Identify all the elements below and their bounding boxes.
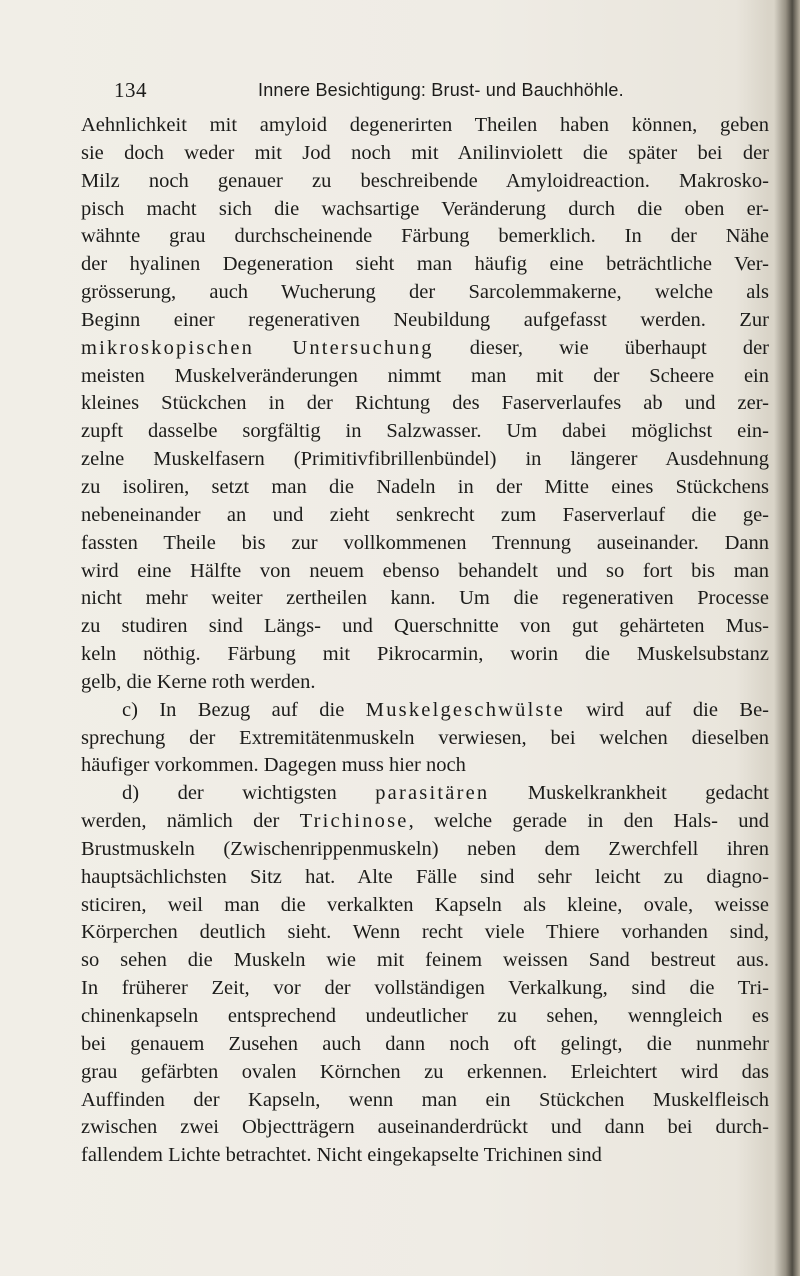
emphasized-term: parasitären (375, 782, 490, 805)
text-line (81, 697, 769, 725)
emphasized-term: Trichinose (299, 810, 409, 833)
text-segment: wird auf die Be- (564, 698, 769, 721)
page-number: 134 (114, 78, 147, 102)
text-line: chinenkapseln entsprechend undeutlicher zu sehen, wenngleich es (81, 1005, 769, 1027)
page-header (114, 78, 674, 108)
emphasized-term: Muskelgeschwülste (365, 698, 565, 721)
text-line: der hyalinen Degeneration sieht man häufig eine beträchtliche Ver- (81, 253, 769, 276)
text-line: zelne Muskelfasern (Primitivfibrillenbündel) in längerer Ausdehnung (81, 448, 769, 471)
text-line: kleines Stückchen in der Richtung des Faserverlaufes ab und zer- (81, 392, 769, 415)
page-edge-shadow (774, 0, 800, 1276)
text-line: sie doch weder mit Jod noch mit Anilinviolett die später bei der (81, 141, 769, 164)
text-line: Aehnlichkeit mit amyloid degenerirten Theilen haben können, geben (81, 114, 769, 136)
text-line: wird eine Hälfte von neuem ebenso behandelt und so fort bis man (81, 559, 769, 582)
text-line: Milz noch genauer zu beschreibende Amyloidreaction. Makrosko- (81, 169, 769, 192)
text-line: Brustmuskeln (Zwischenrippenmuskeln) neben dem Zwerchfell ihren (81, 837, 769, 860)
text-line: meisten Muskelveränderungen nimmt man mit der Scheere ein (81, 364, 769, 387)
text-line (81, 335, 769, 363)
text-line: gelb, die Kerne roth werden. (81, 670, 316, 693)
text-line: Auffinden der Kapseln, wenn man ein Stückchen Muskelfleisch (81, 1088, 769, 1111)
text-segment: dieser, wie überhaupt der (433, 336, 769, 359)
running-head: Innere Besichtigung: Brust- und Bauchhöhle. (258, 80, 624, 100)
text-line: Körperchen deutlich sieht. Wenn recht viele Thiere vorhanden sind, (81, 921, 769, 944)
text-line: nicht mehr weiter zertheilen kann. Um die regenerativen Processe (81, 587, 769, 610)
text-line: pisch macht sich die wachsartige Veränderung durch die oben er- (81, 197, 769, 220)
text-line: hauptsächlichsten Sitz hat. Alte Fälle sind sehr leicht zu diagno- (81, 865, 769, 888)
text-line: grau gefärbten ovalen Körnchen zu erkennen. Erleichtert wird das (81, 1060, 769, 1083)
text-line: Beginn einer regenerativen Neubildung aufgefasst werden. Zur (81, 308, 769, 331)
text-segment: , welche gerade in den Hals- und (408, 810, 769, 833)
text-line: sprechung der Extremitätenmuskeln verwiesen, bei welchen dieselben (81, 726, 769, 749)
text-line: grösserung, auch Wucherung der Sarcolemmakerne, welche als (81, 281, 769, 304)
text-line: sticiren, weil man die verkalkten Kapseln als kleine, ovale, weisse (81, 893, 769, 916)
text-line: In früherer Zeit, vor der vollständigen Verkalkung, sind die Tri- (81, 977, 769, 1000)
text-segment: werden, nämlich der (81, 810, 300, 833)
text-segment: d) der wichtigsten (122, 782, 376, 805)
text-line: nebeneinander an und zieht senkrecht zum Faserverlauf die ge- (81, 503, 769, 526)
text-segment: c) In Bezug auf die (122, 698, 366, 721)
text-line: fassten Theile bis zur vollkommenen Trennung auseinander. Dann (81, 531, 769, 554)
text-line: bei genauem Zusehen auch dann noch oft gelingt, die nunmehr (81, 1032, 769, 1055)
text-line: zwischen zwei Objectträgern auseinanderdrückt und dann bei durch- (81, 1116, 769, 1139)
text-segment: Muskelkrankheit gedacht (489, 782, 769, 805)
text-line: häufiger vorkommen. Dagegen muss hier noch (81, 754, 466, 777)
text-line: zu studiren sind Längs- und Querschnitte von gut gehärteten Mus- (81, 615, 769, 638)
text-line (81, 780, 769, 808)
text-line: zupft dasselbe sorgfältig in Salzwasser. Um dabei möglichst ein- (81, 420, 769, 443)
text-line: so sehen die Muskeln wie mit feinem weissen Sand bestreut aus. (81, 949, 769, 972)
text-line: zu isoliren, setzt man die Nadeln in der Mitte eines Stückchens (81, 475, 769, 498)
text-line (81, 808, 769, 836)
text-line: fallendem Lichte betrachtet. Nicht eingekapselte Trichinen sind (81, 1144, 602, 1167)
text-line: keln nöthig. Färbung mit Pikrocarmin, worin die Muskelsubstanz (81, 643, 769, 666)
text-line: wähnte grau durchscheinende Färbung bemerklich. In der Nähe (81, 225, 769, 248)
emphasized-term: mikroskopischen Untersuchung (81, 336, 434, 359)
body-text (81, 112, 769, 1170)
